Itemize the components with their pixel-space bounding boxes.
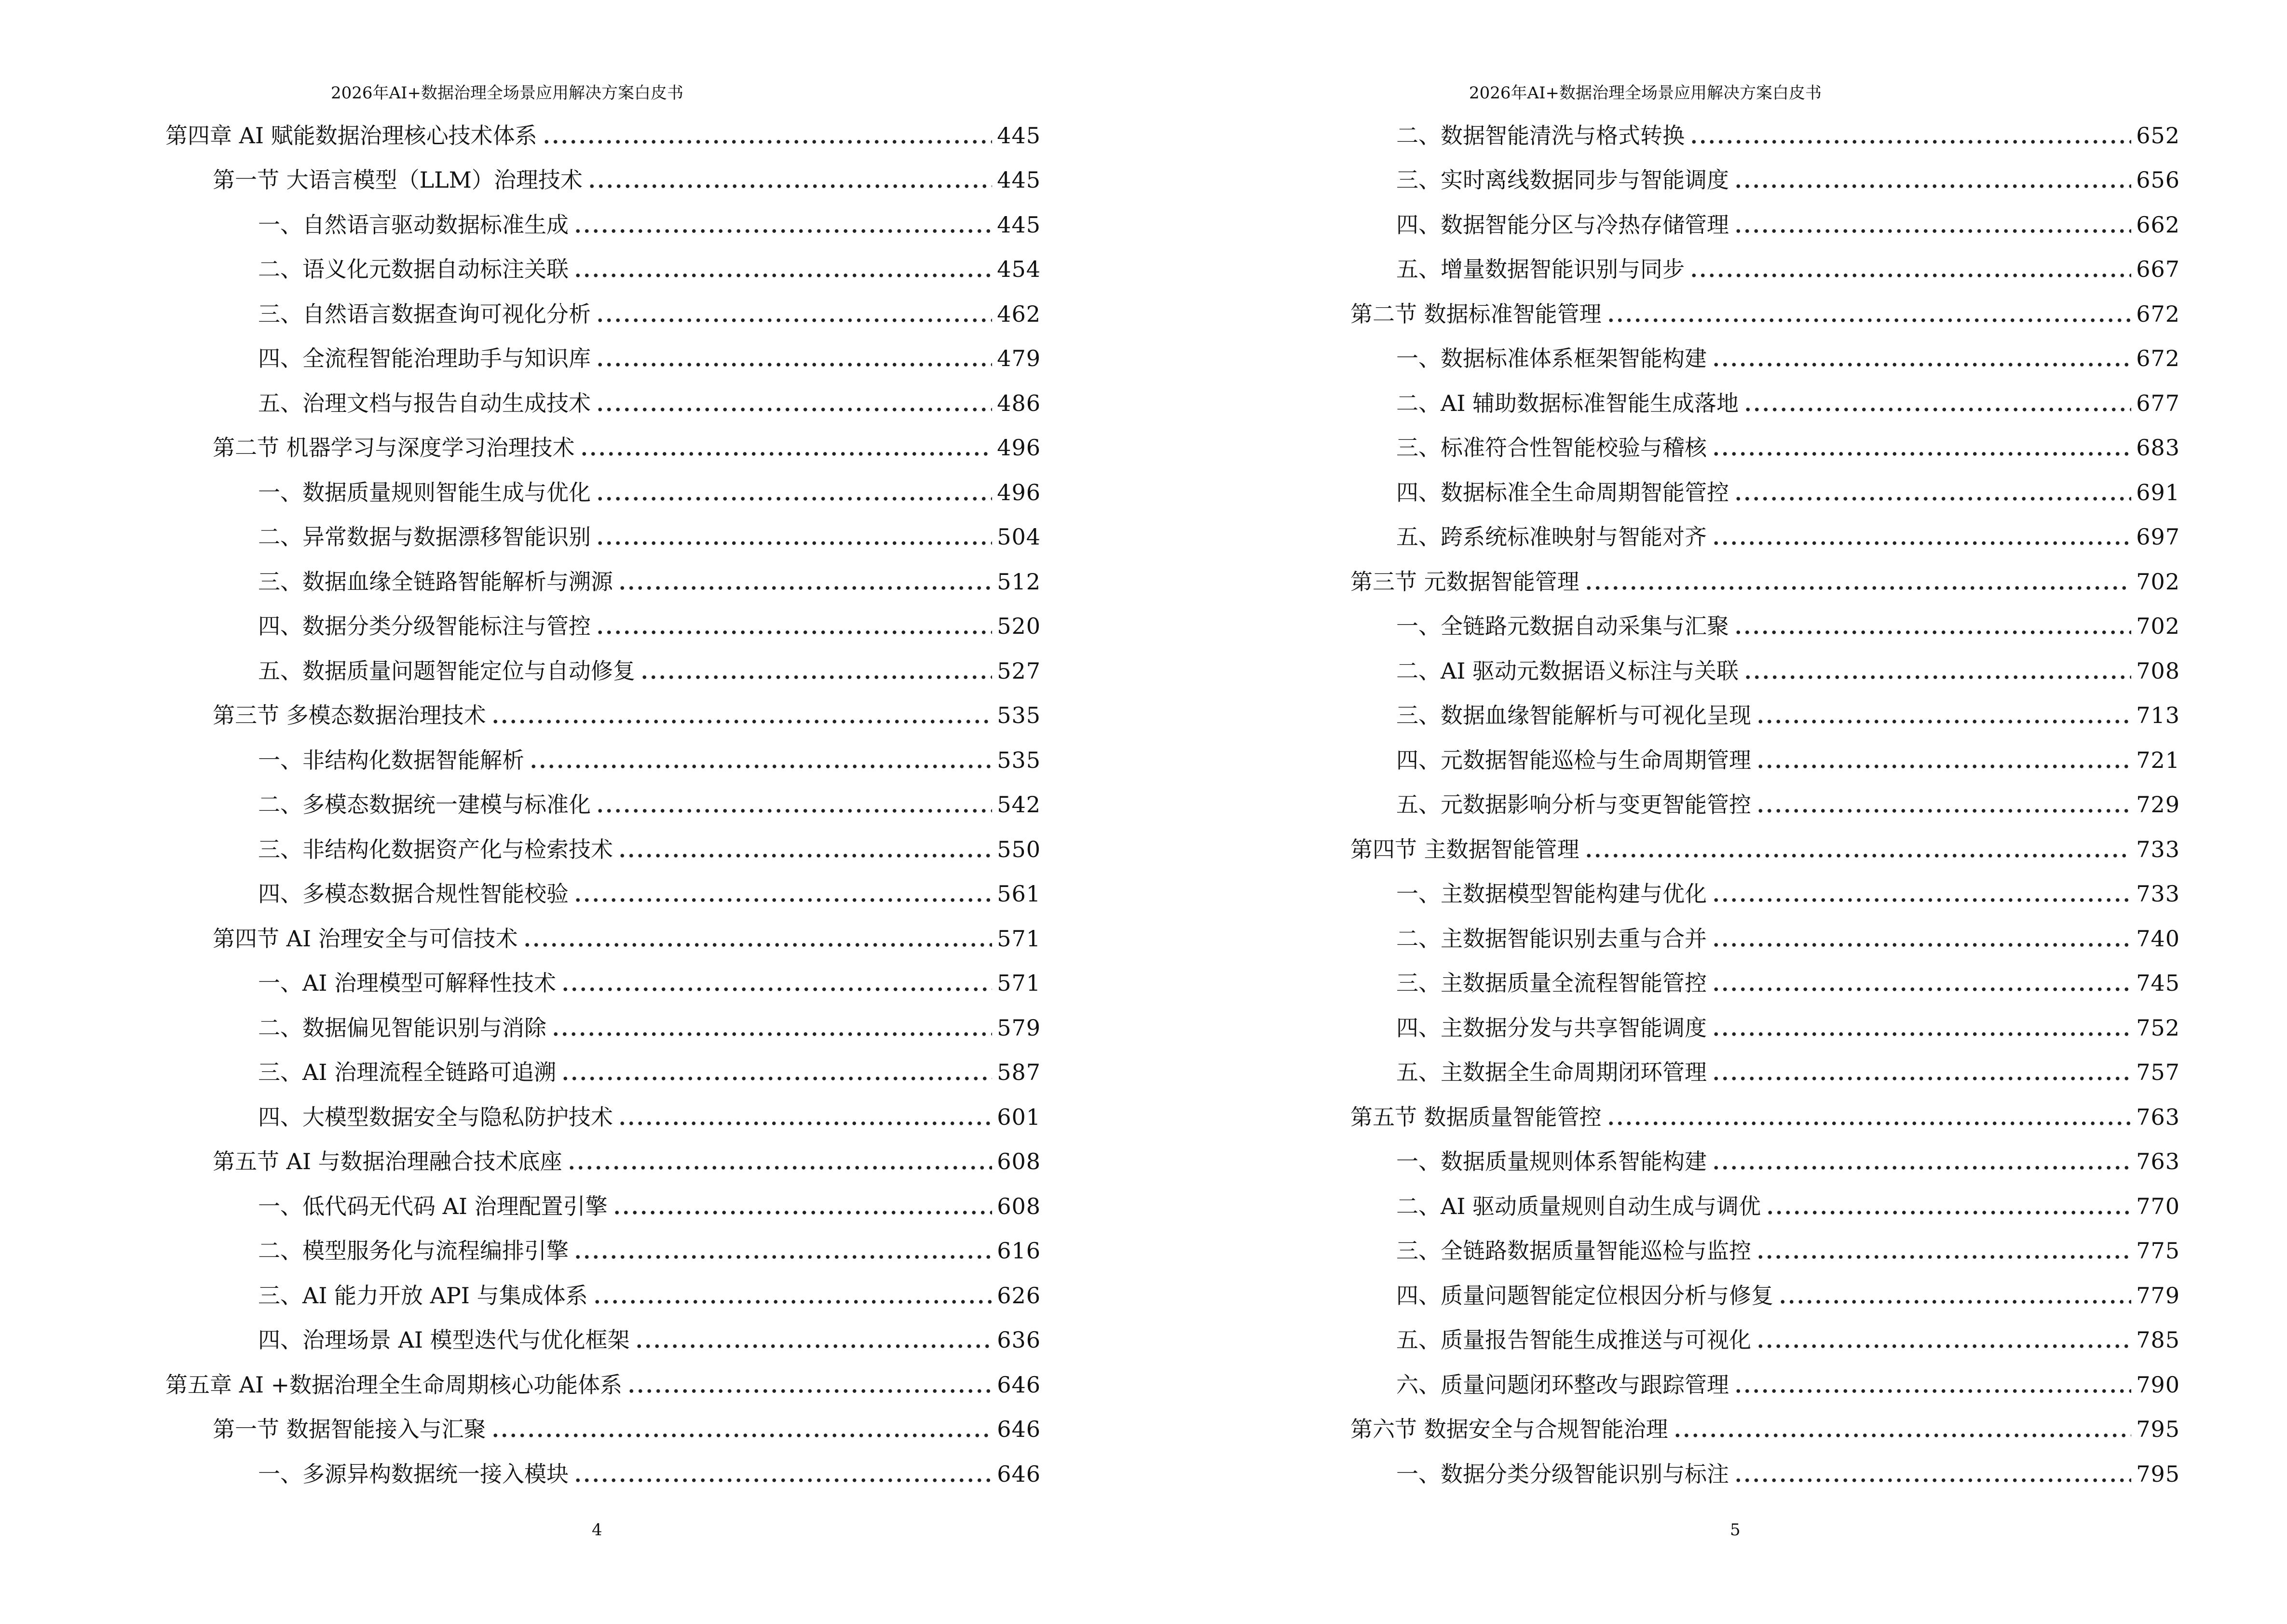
- toc-section[interactable]: [165, 158, 1041, 203]
- toc-section[interactable]: [1350, 1407, 2180, 1452]
- toc-item[interactable]: [165, 1318, 1041, 1363]
- toc-item[interactable]: [1350, 916, 2180, 961]
- dot-leader: [1756, 1245, 2131, 1259]
- dot-leader: [618, 844, 992, 858]
- toc-entry-title: 二、数据智能清洗与格式转换: [1396, 122, 1685, 149]
- toc-entry-page: 579: [997, 1014, 1041, 1041]
- toc-entry-title: 三、非结构化数据资产化与检索技术: [258, 836, 613, 862]
- toc-entry-title: 一、全链路元数据自动采集与汇聚: [1396, 613, 1729, 639]
- toc-item[interactable]: [1350, 1362, 2180, 1407]
- toc-entry-title: 一、数据标准体系框架智能构建: [1396, 345, 1707, 371]
- toc-entry-page: 608: [997, 1193, 1041, 1219]
- toc-entry-title: 一、数据分类分级智能识别与标注: [1396, 1460, 1729, 1487]
- toc-entry-page: 571: [997, 970, 1041, 996]
- toc-entry-page: 454: [997, 256, 1041, 282]
- toc-item[interactable]: [165, 1005, 1041, 1050]
- toc-section[interactable]: [165, 693, 1041, 738]
- toc-entry-page: 775: [2136, 1238, 2180, 1264]
- toc-entry-title: 四、元数据智能巡检与生命周期管理: [1396, 747, 1751, 773]
- toc-entry-title: 三、数据血缘智能解析与可视化呈现: [1396, 702, 1751, 728]
- dot-leader: [561, 1066, 992, 1081]
- toc-entry-title: 二、主数据智能识别去重与合并: [1396, 925, 1707, 952]
- toc-entry-page: 445: [997, 211, 1041, 238]
- toc-entry-page: 587: [997, 1059, 1041, 1085]
- dot-leader: [1756, 754, 2131, 769]
- toc-item[interactable]: [165, 381, 1041, 425]
- toc-entry-title: 二、AI 驱动质量规则自动生成与调优: [1396, 1193, 1761, 1219]
- toc-entry-page: 535: [997, 747, 1041, 773]
- toc-entry-page: 795: [2136, 1460, 2180, 1487]
- toc-entry-title: 五、主数据全生命周期闭环管理: [1396, 1059, 1707, 1085]
- toc-item[interactable]: [165, 782, 1041, 827]
- toc-entry-title: 一、非结构化数据智能解析: [258, 747, 524, 773]
- toc-item[interactable]: [1350, 872, 2180, 916]
- toc-section[interactable]: [165, 1139, 1041, 1184]
- toc-item[interactable]: [1350, 113, 2180, 158]
- toc-entry-title: 第二节 数据标准智能管理: [1350, 300, 1602, 327]
- toc-entry-title: 五、治理文档与报告自动生成技术: [258, 390, 591, 416]
- toc-entry-page: 445: [997, 167, 1041, 193]
- dot-leader: [596, 397, 992, 412]
- toc-entry-title: 第一节 数据智能接入与汇聚: [213, 1416, 486, 1442]
- toc-entry-title: 四、数据智能分区与冷热存储管理: [1396, 211, 1729, 238]
- toc-entry-page: 561: [997, 881, 1041, 907]
- toc-entry-page: 708: [2136, 657, 2180, 684]
- toc-section[interactable]: [165, 916, 1041, 961]
- toc-item[interactable]: [1350, 648, 2180, 693]
- dot-leader: [1778, 1290, 2131, 1304]
- dot-leader: [1712, 353, 2131, 367]
- toc-entry-page: 763: [2136, 1104, 2180, 1130]
- toc-entry-title: 第五节 数据质量智能管控: [1350, 1104, 1602, 1130]
- toc-entry-page: 520: [997, 613, 1041, 639]
- toc-entry-title: 四、治理场景 AI 模型迭代与优化框架: [258, 1327, 630, 1353]
- toc-entry-page: 729: [2136, 792, 2180, 818]
- toc-entry-page: 795: [2136, 1416, 2180, 1442]
- toc-entry-page: 571: [997, 925, 1041, 952]
- dot-leader: [1734, 1468, 2131, 1483]
- toc-entry-page: 486: [997, 390, 1041, 416]
- toc-item[interactable]: [165, 961, 1041, 1006]
- toc-entry-title: 三、主数据质量全流程智能管控: [1396, 970, 1707, 996]
- toc-entry-title: 四、质量问题智能定位根因分析与修复: [1396, 1282, 1773, 1309]
- toc-entry-title: 二、AI 驱动元数据语义标注与关联: [1396, 657, 1739, 684]
- page-number: 4: [592, 1520, 602, 1540]
- dot-leader: [1712, 977, 2131, 992]
- dot-leader: [1734, 174, 2131, 189]
- dot-leader: [1743, 665, 2131, 680]
- toc-entry-title: 五、跨系统标准映射与智能对齐: [1396, 524, 1707, 550]
- toc-entry-title: 四、大模型数据安全与隐私防护技术: [258, 1104, 613, 1130]
- toc-entry-title: 三、AI 治理流程全链路可追溯: [258, 1059, 557, 1085]
- toc-item[interactable]: [165, 247, 1041, 292]
- toc-entry-title: 二、语义化元数据自动标注关联: [258, 256, 569, 282]
- toc-entry-title: 二、多模态数据统一建模与标准化: [258, 792, 591, 818]
- dot-leader: [587, 174, 992, 189]
- dot-leader: [523, 933, 993, 947]
- toc-entry-page: 601: [997, 1104, 1041, 1130]
- toc-entry-title: 第六节 数据安全与合规智能治理: [1350, 1416, 1668, 1442]
- toc-entry-title: 第二节 机器学习与深度学习治理技术: [213, 435, 575, 461]
- toc-entry-title: 五、质量报告智能生成推送与可视化: [1396, 1327, 1751, 1353]
- toc-item[interactable]: [1350, 470, 2180, 515]
- toc-entry-page: 626: [997, 1282, 1041, 1309]
- dot-leader: [491, 710, 993, 724]
- toc-item[interactable]: [165, 515, 1041, 560]
- dot-leader: [1712, 888, 2131, 902]
- toc-section[interactable]: [165, 425, 1041, 470]
- toc-chapter[interactable]: [165, 1362, 1041, 1407]
- toc-entry-title: 第四节 AI 治理安全与可信技术: [213, 925, 518, 952]
- toc-entry-page: 733: [2136, 836, 2180, 862]
- toc-entry-page: 445: [997, 122, 1041, 149]
- toc-entry-title: 四、多模态数据合规性智能校验: [258, 881, 569, 907]
- dot-leader: [1584, 844, 2132, 858]
- toc-entry-page: 677: [2136, 390, 2180, 416]
- toc-entry-page: 636: [997, 1327, 1041, 1353]
- toc-item[interactable]: [1350, 202, 2180, 247]
- toc-section[interactable]: [1350, 559, 2180, 604]
- toc-entry-title: 第一节 大语言模型（LLM）治理技术: [213, 167, 583, 193]
- toc-item[interactable]: [165, 648, 1041, 693]
- toc-entry-title: 第四章 AI 赋能数据治理核心技术体系: [165, 122, 537, 149]
- toc-item[interactable]: [165, 737, 1041, 782]
- toc-entry-title: 四、全流程智能治理助手与知识库: [258, 345, 591, 371]
- toc-entry-title: 三、AI 能力开放 API 与集成体系: [258, 1282, 588, 1309]
- dot-leader: [593, 1290, 993, 1304]
- toc-entry-page: 527: [997, 657, 1041, 684]
- dot-leader: [573, 888, 992, 902]
- toc-entry-title: 五、增量数据智能识别与同步: [1396, 256, 1685, 282]
- dot-leader: [1734, 487, 2131, 501]
- toc-entry-page: 479: [997, 345, 1041, 371]
- toc-item[interactable]: [165, 1050, 1041, 1095]
- dot-leader: [1712, 1022, 2131, 1037]
- toc-entry-page: 646: [997, 1416, 1041, 1442]
- toc-entry-page: 550: [997, 836, 1041, 862]
- running-header: 2026年AI+数据治理全场景应用解决方案白皮书: [1469, 83, 1822, 103]
- dot-leader: [1756, 710, 2131, 724]
- toc-chapter[interactable]: [165, 113, 1041, 158]
- toc-item[interactable]: [165, 202, 1041, 247]
- toc-item[interactable]: [165, 470, 1041, 515]
- toc-entry-title: 二、异常数据与数据漂移智能识别: [258, 524, 591, 550]
- toc-entry-page: 790: [2136, 1371, 2180, 1398]
- dot-leader: [635, 1334, 993, 1349]
- table-of-contents: [1350, 113, 2180, 1496]
- dot-leader: [1756, 1334, 2131, 1349]
- toc-entry-title: 一、AI 治理模型可解释性技术: [258, 970, 557, 996]
- toc-entry-page: 646: [997, 1371, 1041, 1398]
- dot-leader: [1584, 576, 2132, 590]
- dot-leader: [1606, 1111, 2132, 1126]
- toc-entry-page: 646: [997, 1460, 1041, 1487]
- toc-item[interactable]: [1350, 1228, 2180, 1273]
- toc-item[interactable]: [165, 291, 1041, 336]
- toc-item[interactable]: [1350, 1451, 2180, 1496]
- dot-leader: [1689, 263, 2131, 278]
- toc-item[interactable]: [165, 604, 1041, 649]
- toc-item[interactable]: [1350, 336, 2180, 381]
- toc-entry-page: 785: [2136, 1327, 2180, 1353]
- toc-item[interactable]: [165, 1184, 1041, 1228]
- dot-leader: [1712, 933, 2131, 947]
- toc-item[interactable]: [165, 1228, 1041, 1273]
- toc-entry-title: 四、数据标准全生命周期智能管控: [1396, 479, 1729, 505]
- toc-section[interactable]: [1350, 291, 2180, 336]
- dot-leader: [1712, 1066, 2131, 1081]
- toc-entry-title: 一、低代码无代码 AI 治理配置引擎: [258, 1193, 608, 1219]
- toc-item[interactable]: [1350, 425, 2180, 470]
- dot-leader: [613, 1201, 993, 1215]
- toc-entry-page: 779: [2136, 1282, 2180, 1309]
- toc-entry-title: 三、全链路数据质量智能巡检与监控: [1396, 1238, 1751, 1264]
- dot-leader: [529, 754, 992, 769]
- dot-leader: [618, 576, 992, 590]
- dot-leader: [580, 442, 993, 456]
- toc-entry-page: 504: [997, 524, 1041, 550]
- dot-leader: [1734, 620, 2131, 635]
- toc-entry-page: 496: [997, 435, 1041, 461]
- dot-leader: [1734, 1379, 2131, 1393]
- toc-section[interactable]: [1350, 1094, 2180, 1139]
- toc-entry-title: 第三节 元数据智能管理: [1350, 568, 1579, 595]
- dot-leader: [573, 219, 992, 233]
- toc-item[interactable]: [1350, 1005, 2180, 1050]
- toc-entry-page: 512: [997, 568, 1041, 595]
- toc-entry-title: 四、主数据分发与共享智能调度: [1396, 1014, 1707, 1041]
- dot-leader: [1734, 219, 2131, 233]
- dot-leader: [640, 665, 992, 680]
- page-right: [1144, 0, 2287, 1624]
- toc-item[interactable]: [1350, 1273, 2180, 1318]
- toc-entry-title: 一、主数据模型智能构建与优化: [1396, 881, 1707, 907]
- toc-item[interactable]: [1350, 1318, 2180, 1363]
- toc-item[interactable]: [1350, 737, 2180, 782]
- dot-leader: [1673, 1423, 2132, 1438]
- dot-leader: [596, 308, 992, 323]
- toc-entry-page: 667: [2136, 256, 2180, 282]
- toc-item[interactable]: [1350, 693, 2180, 738]
- dot-leader: [618, 1111, 992, 1126]
- toc-entry-title: 一、数据质量规则体系智能构建: [1396, 1148, 1707, 1174]
- toc-entry-page: 535: [997, 702, 1041, 728]
- toc-entry-page: 740: [2136, 925, 2180, 952]
- toc-item[interactable]: [1350, 604, 2180, 649]
- toc-entry-title: 一、自然语言驱动数据标准生成: [258, 211, 569, 238]
- toc-entry-title: 第三节 多模态数据治理技术: [213, 702, 486, 728]
- toc-entry-page: 496: [997, 479, 1041, 505]
- toc-entry-title: 四、数据分类分级智能标注与管控: [258, 613, 591, 639]
- toc-entry-page: 672: [2136, 345, 2180, 371]
- toc-item[interactable]: [1350, 961, 2180, 1006]
- dot-leader: [596, 620, 992, 635]
- toc-entry-page: 683: [2136, 435, 2180, 461]
- toc-entry-title: 二、模型服务化与流程编排引擎: [258, 1238, 569, 1264]
- toc-entry-page: 542: [997, 792, 1041, 818]
- toc-entry-title: 六、质量问题闭环整改与跟踪管理: [1396, 1371, 1729, 1398]
- dot-leader: [596, 531, 992, 546]
- dot-leader: [573, 1468, 992, 1483]
- toc-item[interactable]: [1350, 515, 2180, 560]
- toc-entry-page: 662: [2136, 211, 2180, 238]
- dot-leader: [596, 353, 992, 367]
- dot-leader: [1743, 397, 2131, 412]
- toc-item[interactable]: [165, 827, 1041, 872]
- toc-entry-title: 一、多源异构数据统一接入模块: [258, 1460, 569, 1487]
- dot-leader: [567, 1156, 993, 1170]
- toc-entry-page: 745: [2136, 970, 2180, 996]
- dot-leader: [542, 130, 993, 144]
- toc-entry-page: 702: [2136, 568, 2180, 595]
- page-number: 5: [1730, 1520, 1741, 1540]
- dot-leader: [1689, 130, 2131, 144]
- toc-item[interactable]: [165, 336, 1041, 381]
- toc-item[interactable]: [165, 1451, 1041, 1496]
- toc-entry-page: 616: [997, 1238, 1041, 1264]
- toc-entry-page: 733: [2136, 881, 2180, 907]
- toc-entry-title: 二、数据偏见智能识别与消除: [258, 1014, 546, 1041]
- toc-entry-title: 五、数据质量问题智能定位与自动修复: [258, 657, 635, 684]
- dot-leader: [573, 1245, 992, 1259]
- toc-item[interactable]: [1350, 247, 2180, 292]
- toc-section[interactable]: [1350, 827, 2180, 872]
- toc-item[interactable]: [165, 872, 1041, 916]
- dot-leader: [1766, 1201, 2131, 1215]
- running-header: 2026年AI+数据治理全场景应用解决方案白皮书: [331, 83, 683, 103]
- toc-entry-title: 三、实时离线数据同步与智能调度: [1396, 167, 1729, 193]
- toc-item[interactable]: [165, 1094, 1041, 1139]
- toc-item[interactable]: [165, 1273, 1041, 1318]
- toc-item[interactable]: [1350, 1184, 2180, 1228]
- toc-entry-page: 763: [2136, 1148, 2180, 1174]
- toc-entry-page: 608: [997, 1148, 1041, 1174]
- dot-leader: [1756, 799, 2131, 813]
- dot-leader: [1712, 531, 2131, 546]
- toc-item[interactable]: [1350, 782, 2180, 827]
- toc-item[interactable]: [165, 559, 1041, 604]
- dot-leader: [1712, 442, 2131, 456]
- toc-entry-title: 第四节 主数据智能管理: [1350, 836, 1579, 862]
- toc-entry-page: 656: [2136, 167, 2180, 193]
- toc-entry-title: 一、数据质量规则智能生成与优化: [258, 479, 591, 505]
- toc-entry-page: 713: [2136, 702, 2180, 728]
- toc-entry-title: 第五章 AI +数据治理全生命周期核心功能体系: [165, 1371, 623, 1398]
- toc-entry-page: 697: [2136, 524, 2180, 550]
- toc-entry-title: 三、标准符合性智能校验与稽核: [1396, 435, 1707, 461]
- toc-entry-page: 770: [2136, 1193, 2180, 1219]
- toc-entry-page: 752: [2136, 1014, 2180, 1041]
- toc-entry-page: 721: [2136, 747, 2180, 773]
- toc-entry-title: 三、自然语言数据查询可视化分析: [258, 300, 591, 327]
- dot-leader: [1712, 1156, 2131, 1170]
- toc-entry-page: 757: [2136, 1059, 2180, 1085]
- toc-entry-page: 691: [2136, 479, 2180, 505]
- toc-section[interactable]: [165, 1407, 1041, 1452]
- toc-item[interactable]: [1350, 381, 2180, 425]
- table-of-contents: [165, 113, 1041, 1496]
- dot-leader: [551, 1022, 992, 1037]
- toc-entry-title: 二、AI 辅助数据标准智能生成落地: [1396, 390, 1739, 416]
- toc-entry-page: 672: [2136, 300, 2180, 327]
- toc-entry-page: 702: [2136, 613, 2180, 639]
- toc-entry-page: 652: [2136, 122, 2180, 149]
- dot-leader: [491, 1423, 993, 1438]
- dot-leader: [561, 977, 992, 992]
- dot-leader: [627, 1379, 992, 1393]
- toc-item[interactable]: [1350, 1139, 2180, 1184]
- dot-leader: [596, 487, 992, 501]
- toc-entry-title: 三、数据血缘全链路智能解析与溯源: [258, 568, 613, 595]
- toc-entry-page: 462: [997, 300, 1041, 327]
- toc-item[interactable]: [1350, 158, 2180, 203]
- toc-entry-title: 第五节 AI 与数据治理融合技术底座: [213, 1148, 562, 1174]
- dot-leader: [596, 799, 992, 813]
- toc-item[interactable]: [1350, 1050, 2180, 1095]
- toc-entry-title: 五、元数据影响分析与变更智能管控: [1396, 792, 1751, 818]
- dot-leader: [1606, 308, 2132, 323]
- dot-leader: [573, 263, 992, 278]
